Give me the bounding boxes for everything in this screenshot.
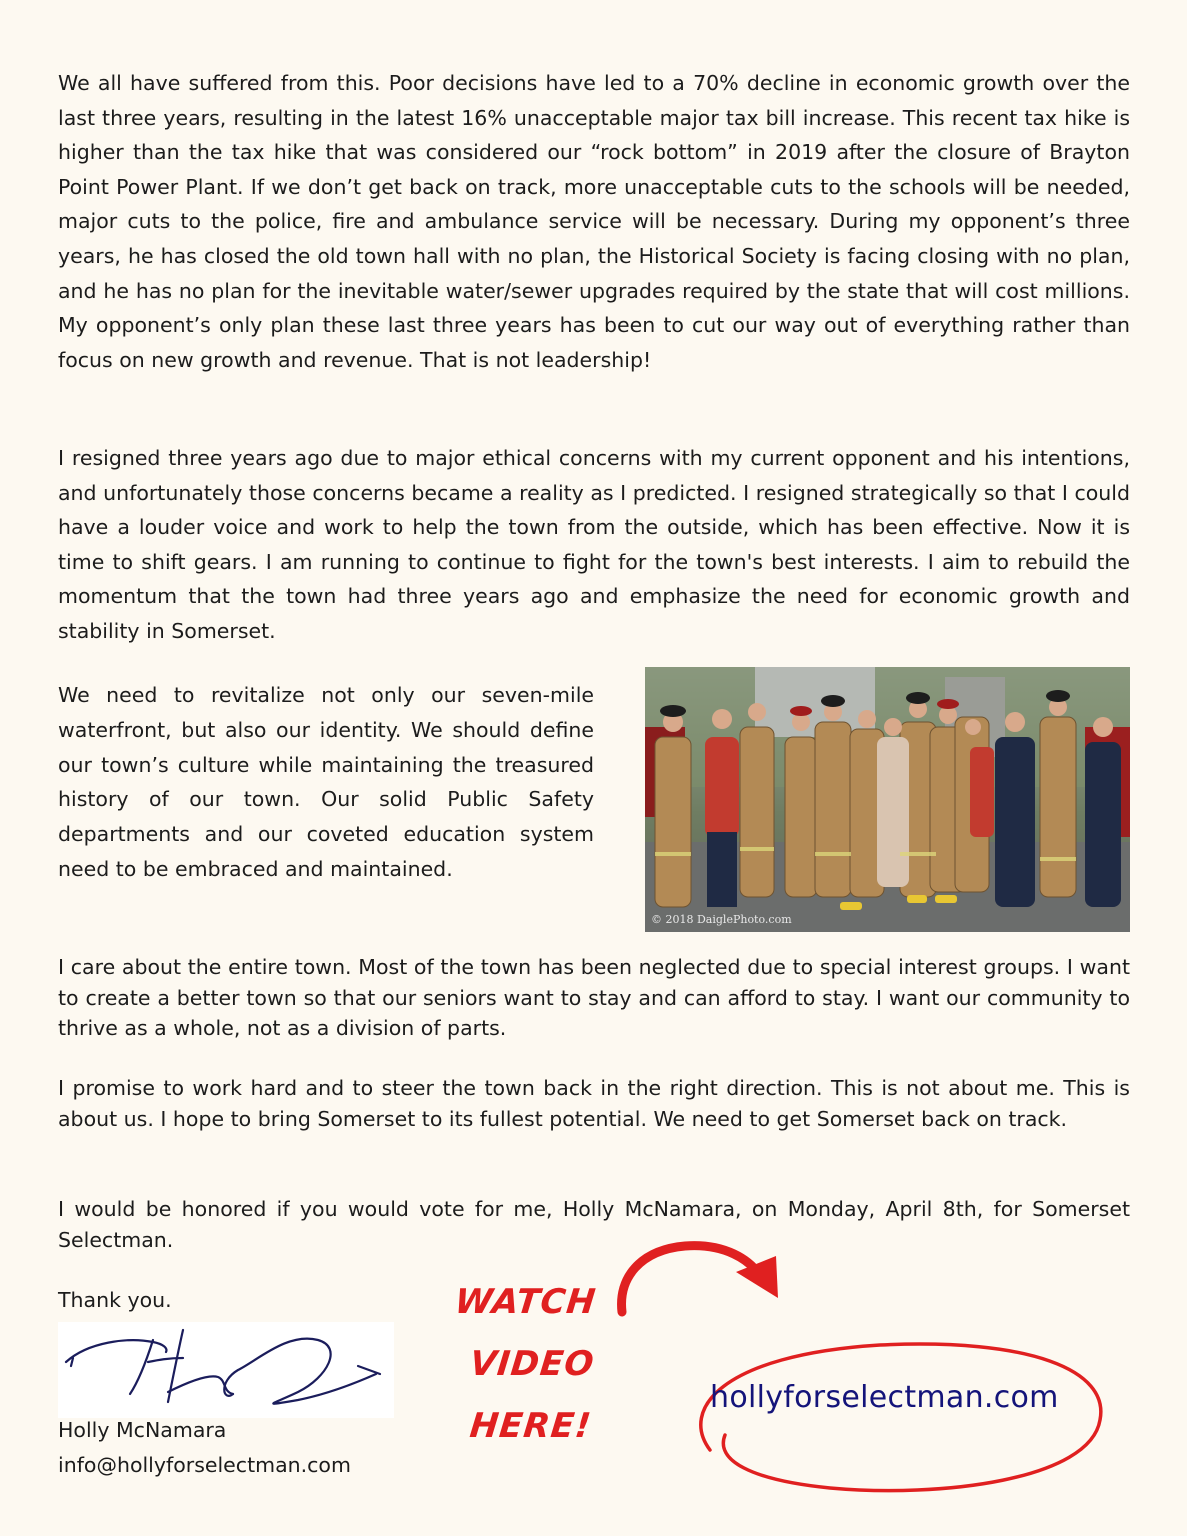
paragraph-economy: We all have suffered from this. Poor decisions have led to a 70% decline in economic growth over the last three years, resulting in the latest 16% unacceptable major tax bill increase. This recent tax hike is higher than the tax hike that was considered our “rock bottom” in 2019 after the closure of Brayton Point Power Plant. If we don’t get back on track, more unacceptable cuts to the schools will be needed, major cuts to the police, fire and ambulance service will be necessary. During my opponent’s three years, he has closed the old town hall with no plan, the Historical Society is facing closing with no plan, and he has no plan for the inevitable water/sewer upgrades required by the state that will cost millions. My opponent’s only plan these last three years has been to cut our way out of everything rather than focus on new growth and revenue. That is not leadership! xyxy=(58,71,1130,372)
watch-video-line1: WATCH xyxy=(452,1282,599,1322)
campaign-website-link[interactable]: hollyforselectman.com xyxy=(710,1380,1059,1415)
paragraph-promise: I promise to work hard and to steer the town back in the right direction. This is not about me. This is about us. I hope to bring Somerset to its fullest potential. We need to get Somerset back on track. xyxy=(58,1076,1130,1131)
firefighters-photo-art xyxy=(645,667,1130,932)
signer-name: Holly McNamara xyxy=(58,1418,227,1442)
red-curved-arrow-icon xyxy=(600,1228,800,1318)
paragraph-entire-town: I care about the entire town. Most of the town has been neglected due to special interest groups. I want to create a better town so that our seniors want to stay and can afford to stay. I want our community to thrive as a whole, not as a division of parts. xyxy=(58,955,1130,1040)
watch-video-line3: HERE! xyxy=(467,1406,594,1446)
closing-text: Thank you. xyxy=(58,1288,172,1312)
signature xyxy=(58,1322,394,1418)
watch-video-line2: VIDEO xyxy=(467,1344,597,1384)
url-circle-icon xyxy=(680,1330,1120,1500)
paragraph-revitalize: We need to revitalize not only our seven-mile waterfront, but also our identity. We should define our town’s culture while maintaining the treasured history of our town. Our solid Public Safety departments and our coveted education system need to be embraced and maintained. xyxy=(58,683,594,881)
firefighters-photo xyxy=(645,667,1130,932)
signer-email-link[interactable]: info@hollyforselectman.com xyxy=(58,1453,351,1477)
paragraph-resignation: I resigned three years ago due to major ethical concerns with my current opponent and his intentions, and unfortunately those concerns became a reality as I predicted. I resigned strategically so that I could have a louder voice and work to help the town from the outside, which has been effective. Now it is time to shift gears. I am running to continue to fight for the town's best interests. I aim to rebuild the momentum that the town had three years ago and emphasize the need for economic growth and stability in Somerset. xyxy=(58,446,1130,643)
photo-credit: © 2018 DaiglePhoto.com xyxy=(651,913,792,926)
paragraph-vote: I would be honored if you would vote for me, Holly McNamara, on Monday, April 8th, for Somerset Selectman. xyxy=(58,1197,1130,1252)
signature-scribble xyxy=(58,1322,394,1418)
